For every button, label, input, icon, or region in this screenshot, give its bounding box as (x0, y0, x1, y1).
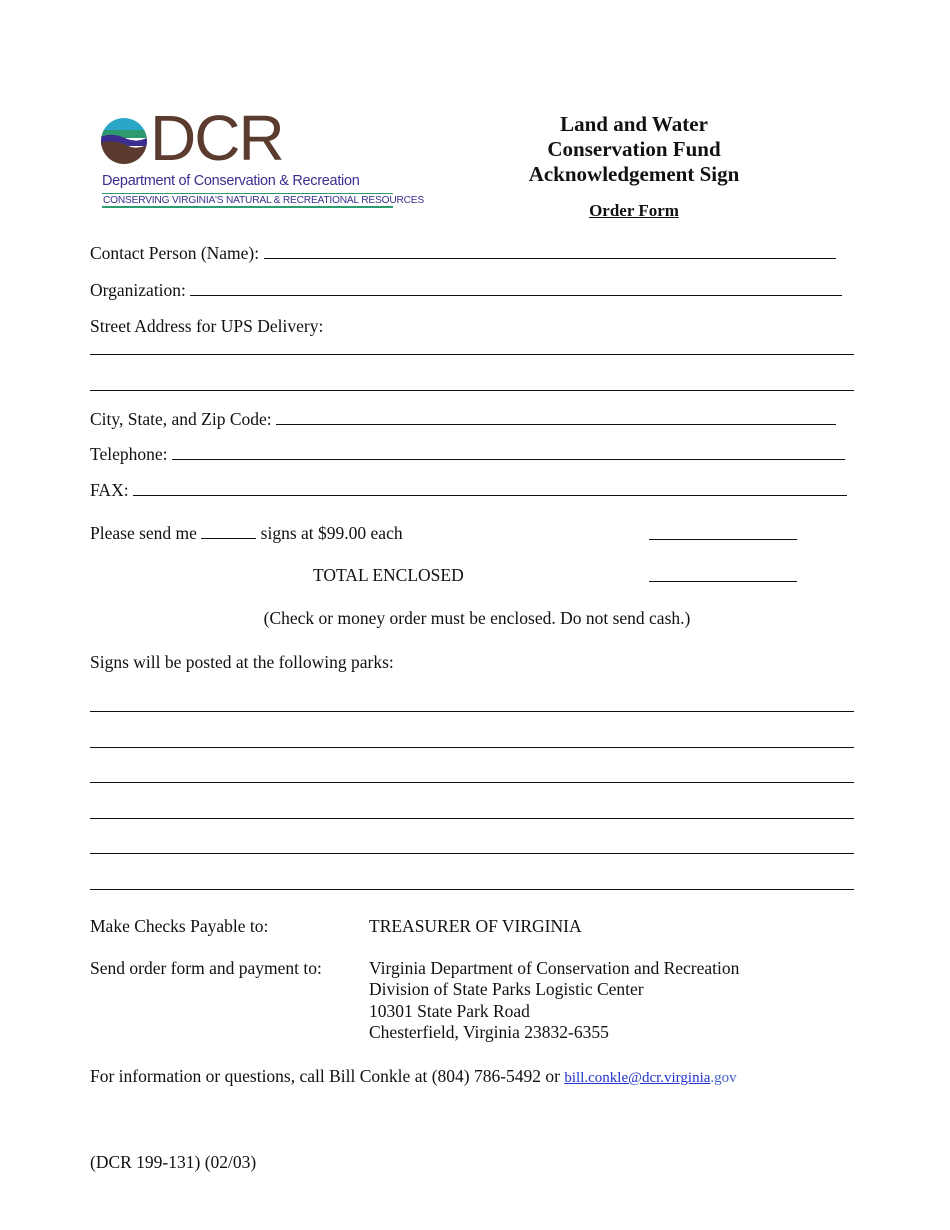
send-prefix: Please send me (90, 523, 197, 543)
fax-field[interactable] (133, 479, 847, 496)
street-address-line-1[interactable] (90, 354, 854, 355)
title-line-3: Acknowledgement Sign (528, 162, 740, 186)
park-line-2[interactable] (90, 747, 854, 748)
address-line-4: Chesterfield, Virginia 23832-6355 (369, 1022, 609, 1042)
send-to-label: Send order form and payment to: (90, 958, 322, 978)
form-id: (DCR 199-131) (02/03) (90, 1152, 257, 1172)
organization-row (90, 279, 842, 301)
subtotal-field[interactable] (649, 539, 797, 540)
contact-person-field[interactable] (264, 242, 836, 259)
payable-value: TREASURER OF VIRGINIA (369, 916, 582, 936)
total-enclosed-field[interactable] (649, 581, 797, 582)
contact-person-row (90, 242, 836, 264)
payable-label: Make Checks Payable to: (90, 916, 269, 936)
email-link[interactable]: bill.conkle@dcr.virginia (564, 1070, 711, 1086)
park-line-1[interactable] (90, 711, 854, 712)
street-address-label: Street Address for UPS Delivery: (90, 316, 324, 336)
email-tail: .gov (710, 1070, 737, 1086)
globe-icon (100, 114, 150, 168)
contact-info-text: For information or questions, call Bill Conkle at (804) 786-5492 or (90, 1066, 561, 1086)
organization-label: Organization: (90, 280, 186, 300)
address-line-2: Division of State Parks Logistic Center (369, 979, 644, 999)
telephone-field[interactable] (172, 443, 845, 460)
contact-info (90, 1065, 737, 1089)
organization-field[interactable] (190, 279, 842, 296)
park-line-3[interactable] (90, 782, 854, 783)
park-line-4[interactable] (90, 818, 854, 819)
telephone-label: Telephone: (90, 444, 168, 464)
dcr-wordmark: DCR (150, 102, 283, 174)
park-line-5[interactable] (90, 853, 854, 854)
street-address-line-2[interactable] (90, 390, 854, 391)
form-title (500, 112, 768, 187)
title-line-2: Conservation Fund (547, 137, 721, 161)
quantity-field[interactable] (201, 522, 256, 539)
city-state-zip-field[interactable] (276, 408, 836, 425)
fax-row (90, 479, 847, 501)
send-suffix: signs at $99.00 each (260, 523, 403, 543)
fax-label: FAX: (90, 480, 129, 500)
park-line-6[interactable] (90, 889, 854, 890)
address-line-1: Virginia Department of Conservation and Recreation (369, 958, 740, 978)
parks-label: Signs will be posted at the following parks: (90, 652, 394, 672)
title-line-1: Land and Water (560, 112, 708, 136)
payment-note: (Check or money order must be enclosed. Do not send cash.) (263, 608, 691, 628)
city-state-zip-label: City, State, and Zip Code: (90, 409, 272, 429)
telephone-row (90, 443, 845, 465)
department-name: Department of Conservation & Recreation (102, 173, 360, 189)
city-state-zip-row (90, 408, 836, 430)
quantity-row (90, 522, 403, 544)
total-enclosed-label: TOTAL ENCLOSED (313, 565, 464, 585)
address-line-3: 10301 State Park Road (369, 1001, 530, 1021)
dcr-logo (100, 102, 424, 212)
order-form-subtitle: Order Form (589, 201, 679, 220)
logo-slogan: CONSERVING VIRGINIA'S NATURAL & RECREATIONAL RESOURCES (103, 195, 424, 206)
contact-person-label: Contact Person (Name): (90, 243, 260, 263)
